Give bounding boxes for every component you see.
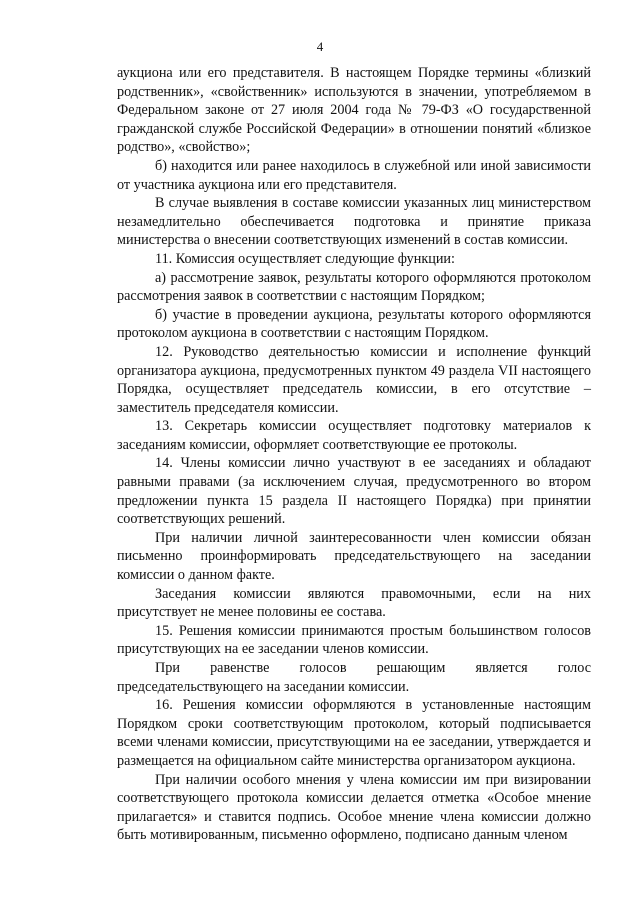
paragraph: 16. Решения комиссии оформляются в установленные настоящим Порядком сроки соответствующим протоколом, который подписывается всеми членами комиссии, присутствующими на ее заседании, утверждается и размещается на официальном сайте министерства организатором аукциона. bbox=[117, 697, 591, 769]
paragraph: а) рассмотрение заявок, результаты которого оформляются протоколом рассмотрения заявок в соответствии с настоящим Порядком; bbox=[117, 269, 591, 305]
paragraph-continuation: аукциона или его представителя. В настоящем Порядке термины «близкий родственник», «свойственник» используются в значении, употребляемом в Федеральном законе от 27 июля 2004 года № 79-ФЗ «О государственной гражданской службе Российской Федерации» в отношении понятий «близкое родство», «свойство»; bbox=[117, 65, 591, 156]
paragraph: 13. Секретарь комиссии осуществляет подготовку материалов к заседаниям комиссии, оформляет соответствующие ее протоколы. bbox=[117, 418, 591, 453]
paragraph: 11. Комиссия осуществляет следующие функции: bbox=[155, 250, 455, 267]
document-body bbox=[117, 64, 591, 845]
page-number: 4 bbox=[316, 39, 324, 54]
paragraph: б) находится или ранее находилось в служебной или иной зависимости от участника аукциона или его представителя. bbox=[117, 157, 591, 193]
paragraph: Заседания комиссии являются правомочными, если на них присутствует не менее половины ее состава. bbox=[117, 585, 591, 621]
paragraph: 12. Руководство деятельностью комиссии и исполнение функций организатора аукциона, предусмотренных пунктом 49 раздела VII настоящего Порядка, осуществляет председатель комиссии, в его отсутствие – заместитель председателя комиссии. bbox=[117, 343, 591, 416]
paragraph: В случае выявления в составе комиссии указанных лиц министерством незамедлительно обеспечивается подготовка и принятие приказа министерства о внесении соответствующих изменений в состав комиссии. bbox=[117, 195, 591, 249]
paragraph: 15. Решения комиссии принимаются простым большинством голосов присутствующих на ее заседании членов комиссии. bbox=[117, 622, 591, 658]
paragraph: б) участие в проведении аукциона, результаты которого оформляются протоколом аукциона в соответствии с настоящим Порядком. bbox=[117, 306, 591, 342]
paragraph: 14. Члены комиссии лично участвуют в ее заседаниях и обладают равными правами (за исключением случая, предусмотренного во втором предложении пункта 15 раздела II настоящего Порядка) при принятии соответствующих решений. bbox=[117, 455, 591, 528]
paragraph: При наличии особого мнения у члена комиссии им при визировании соответствующего протокола комиссии делается отметка «Особое мнение прилагается» и ставится подпись. Особое мнение члена комиссии должно быть мотивированным, письменно оформлено, подписано данным членом bbox=[117, 771, 591, 844]
paragraph: При наличии личной заинтересованности член комиссии обязан письменно проинформировать председательствующего на заседании комиссии о данном факте. bbox=[117, 529, 591, 584]
paragraph: При равенстве голосов решающим является голос председательствующего на заседании комиссии. bbox=[117, 660, 591, 695]
